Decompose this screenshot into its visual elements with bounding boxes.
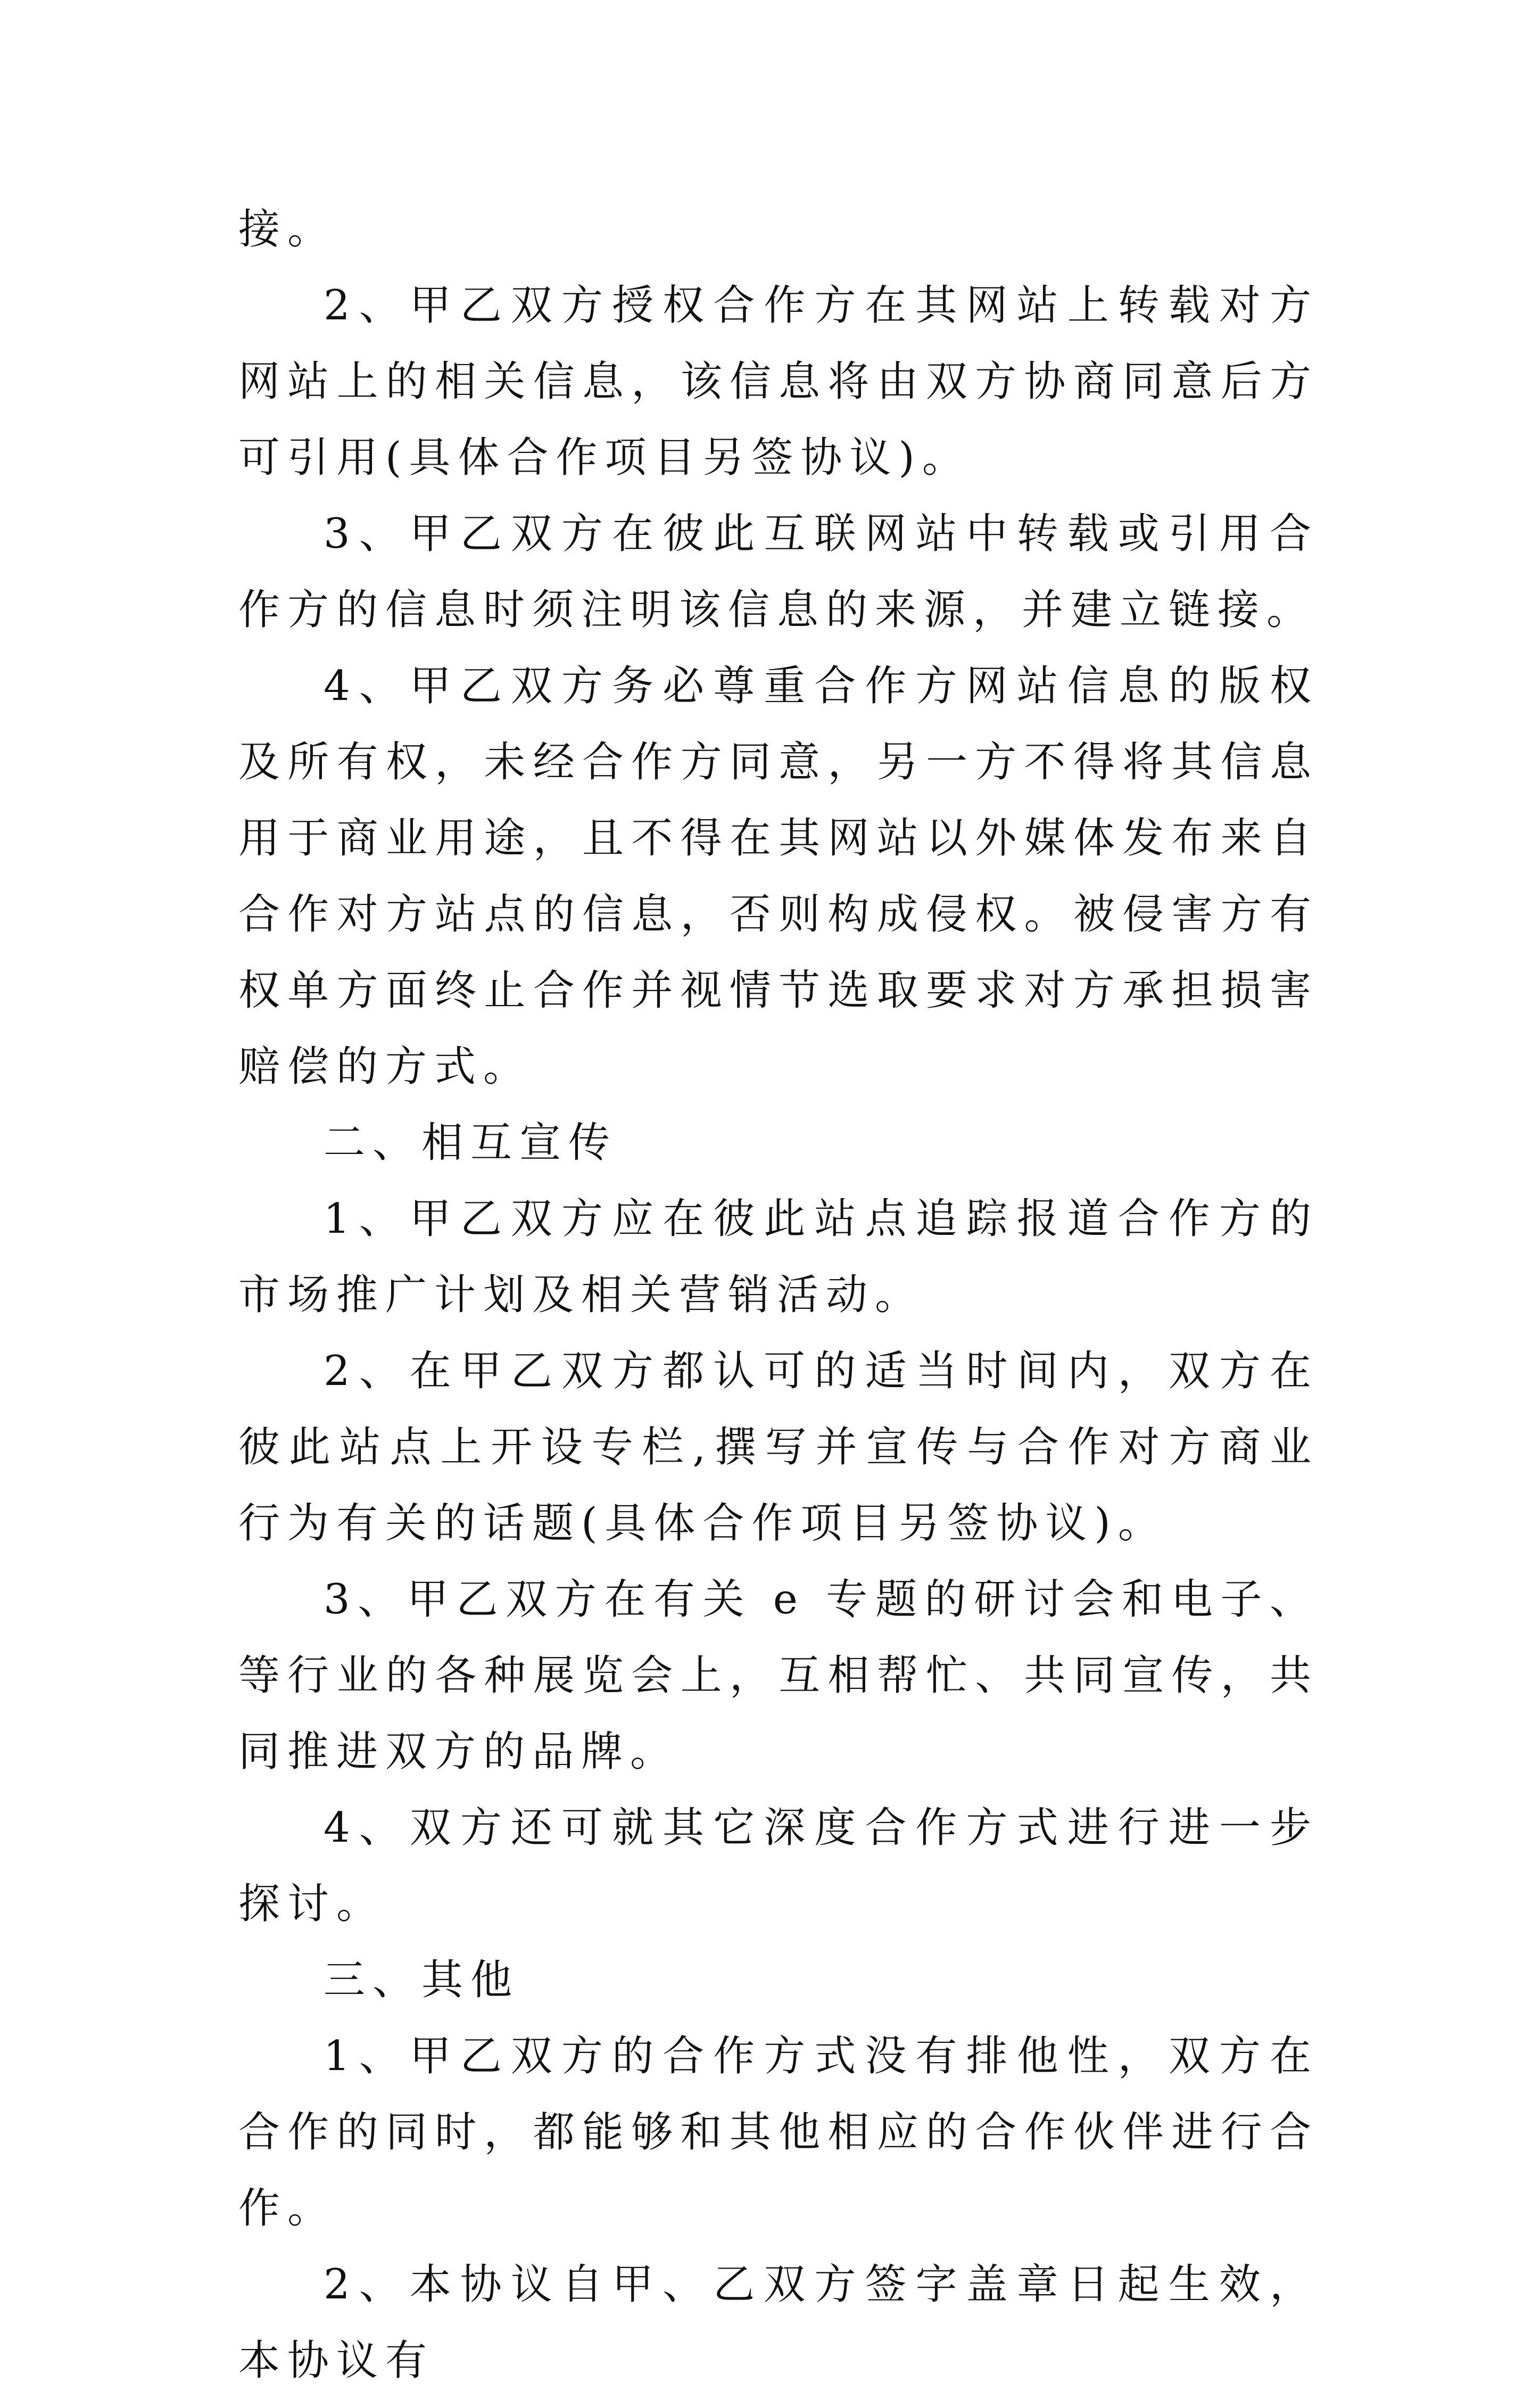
paragraph-promotion-2: 2、在甲乙双方都认可的适当时间内，双方在彼此站点上开设专栏,撰写并宣传与合作对方商业行为有关的话题(具体合作项目另签协议)。 <box>238 1347 1319 1547</box>
paragraph-other-2: 2、本协议自甲、乙双方签字盖章日起生效，本协议有 <box>238 2261 1319 2385</box>
paragraph-clause-2: 2、甲乙双方授权合作方在其网站上转载对方网站上的相关信息，该信息将由双方协商同意后方可引用(具体合作项目另签协议)。 <box>238 282 1319 482</box>
paragraph-continuation: 接。 <box>238 205 337 253</box>
paragraph-other-1: 1、甲乙双方的合作方式没有排他性，双方在合作的同时，都能够和其他相应的合作伙伴进行合作。 <box>238 2032 1319 2232</box>
document-body <box>238 192 1319 2399</box>
paragraph-clause-3: 3、甲乙双方在彼此互联网站中转载或引用合作方的信息时须注明该信息的来源，并建立链接。 <box>238 510 1319 634</box>
paragraph-promotion-1: 1、甲乙双方应在彼此站点追踪报道合作方的市场推广计划及相关营销活动。 <box>238 1195 1319 1319</box>
section-heading-mutual-promotion: 二、相互宣传 <box>324 1119 618 1167</box>
section-heading-other: 三、其他 <box>324 1956 520 2004</box>
paragraph-promotion-4: 4、双方还可就其它深度合作方式进行进一步探讨。 <box>238 1804 1319 1928</box>
paragraph-clause-4: 4、甲乙双方务必尊重合作方网站信息的版权及所有权，未经合作方同意，另一方不得将其信息用于商业用途，且不得在其网站以外媒体发布来自合作对方站点的信息，否则构成侵权。被侵害方有权单方面终止合作并视情节选取要求对方承担损害赔偿的方式。 <box>238 662 1319 1091</box>
paragraph-promotion-3: 3、甲乙双方在有关 e 专题的研讨会和电子、等行业的各种展览会上，互相帮忙、共同宣传，共同推进双方的品牌。 <box>238 1576 1319 1776</box>
